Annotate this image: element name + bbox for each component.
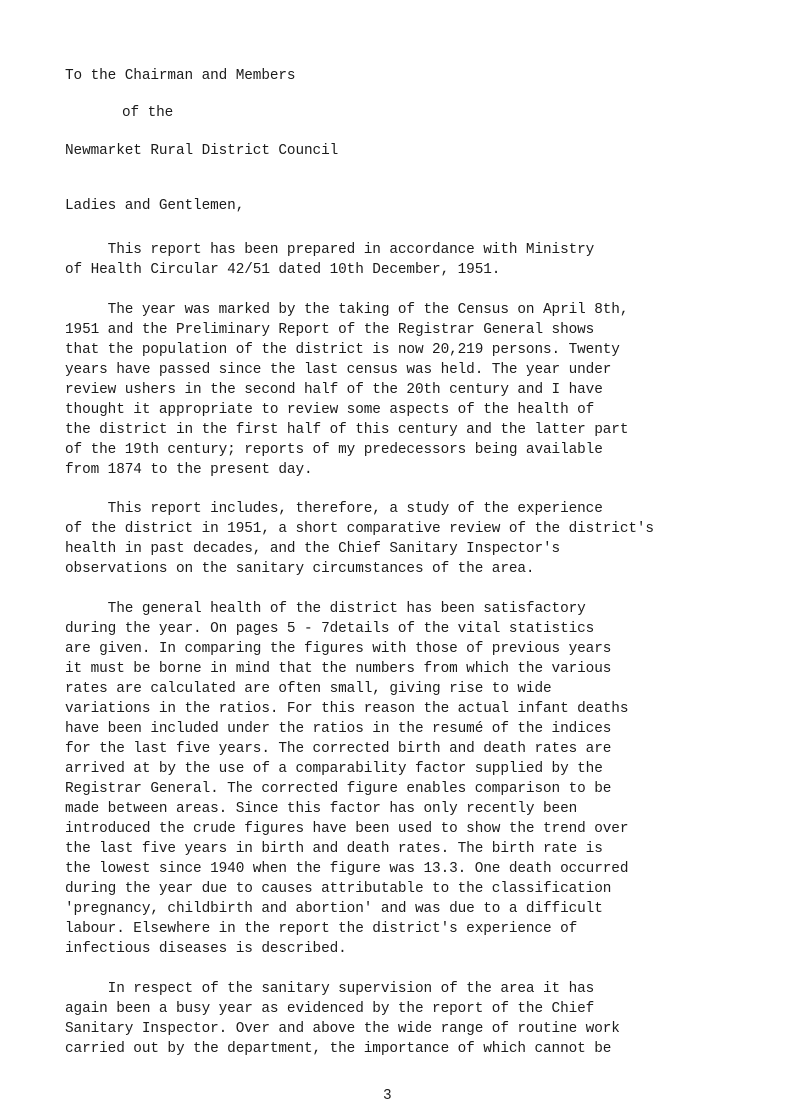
paragraph-2-line-5: review ushers in the second half of the 20th century and I have bbox=[65, 382, 603, 398]
paragraph-4-line-14: the lowest since 1940 when the figure was 13.3. One death occurred bbox=[65, 861, 629, 877]
paragraph-4-line-10: Registrar General. The corrected figure enables comparison to be bbox=[65, 781, 612, 797]
address-line-council: Newmarket Rural District Council bbox=[65, 143, 339, 159]
paragraph-2-line-7: the district in the first half of this century and the latter part bbox=[65, 422, 629, 438]
paragraph-3-line-1: This report includes, therefore, a study of the experience bbox=[65, 501, 603, 517]
paragraph-2-line-6: thought it appropriate to review some aspects of the health of bbox=[65, 402, 595, 418]
paragraph-5-line-2: again been a busy year as evidenced by the report of the Chief bbox=[65, 1001, 595, 1017]
paragraph-4-line-2: during the year. On pages 5 - 7details of the vital statistics bbox=[65, 621, 595, 637]
paragraph-4-line-1: The general health of the district has been satisfactory bbox=[65, 601, 586, 617]
salutation: Ladies and Gentlemen, bbox=[65, 198, 245, 214]
paragraph-4-line-13: the last five years in birth and death rates. The birth rate is bbox=[65, 841, 603, 857]
paragraph-2-line-1: The year was marked by the taking of the Census on April 8th, bbox=[65, 302, 629, 318]
paragraph-4-line-15: during the year due to causes attributable to the classification bbox=[65, 881, 612, 897]
paragraph-4-line-9: arrived at by the use of a comparability factor supplied by the bbox=[65, 761, 603, 777]
paragraph-4-line-18: infectious diseases is described. bbox=[65, 941, 347, 957]
address-line-chairman: To the Chairman and Members bbox=[65, 68, 296, 84]
paragraph-4-line-3: are given. In comparing the figures with those of previous years bbox=[65, 641, 612, 657]
paragraph-2-line-9: from 1874 to the present day. bbox=[65, 462, 313, 478]
paragraph-4-line-12: introduced the crude figures have been used to show the trend over bbox=[65, 821, 629, 837]
paragraph-4-line-4: it must be borne in mind that the numbers from which the various bbox=[65, 661, 612, 677]
paragraph-5-line-3: Sanitary Inspector. Over and above the wide range of routine work bbox=[65, 1021, 620, 1037]
paragraph-2-line-3: that the population of the district is now 20,219 persons. Twenty bbox=[65, 342, 620, 358]
paragraph-2-line-8: of the 19th century; reports of my predecessors being available bbox=[65, 442, 603, 458]
paragraph-4-line-7: have been included under the ratios in the resumé of the indices bbox=[65, 721, 612, 737]
paragraph-4-line-11: made between areas. Since this factor has only recently been bbox=[65, 801, 578, 817]
page-number: 3 bbox=[383, 1088, 392, 1104]
paragraph-1-line-2: of Health Circular 42/51 dated 10th December, 1951. bbox=[65, 262, 501, 278]
paragraph-4-line-8: for the last five years. The corrected birth and death rates are bbox=[65, 741, 612, 757]
paragraph-2-line-2: 1951 and the Preliminary Report of the Registrar General shows bbox=[65, 322, 595, 338]
paragraph-1-line-1: This report has been prepared in accordance with Ministry bbox=[65, 242, 595, 258]
paragraph-3-line-4: observations on the sanitary circumstances of the area. bbox=[65, 561, 535, 577]
paragraph-4-line-17: labour. Elsewhere in the report the district's experience of bbox=[65, 921, 578, 937]
paragraph-4-line-16: 'pregnancy, childbirth and abortion' and was due to a difficult bbox=[65, 901, 603, 917]
paragraph-3-line-3: health in past decades, and the Chief Sanitary Inspector's bbox=[65, 541, 561, 557]
paragraph-3-line-2: of the district in 1951, a short comparative review of the district's bbox=[65, 521, 654, 537]
address-line-of-the: of the bbox=[122, 105, 174, 121]
paragraph-5-line-1: In respect of the sanitary supervision of the area it has bbox=[65, 981, 595, 997]
paragraph-2-line-4: years have passed since the last census was held. The year under bbox=[65, 362, 612, 378]
paragraph-4-line-5: rates are calculated are often small, giving rise to wide bbox=[65, 681, 552, 697]
paragraph-5-line-4: carried out by the department, the importance of which cannot be bbox=[65, 1041, 612, 1057]
paragraph-4-line-6: variations in the ratios. For this reason the actual infant deaths bbox=[65, 701, 629, 717]
